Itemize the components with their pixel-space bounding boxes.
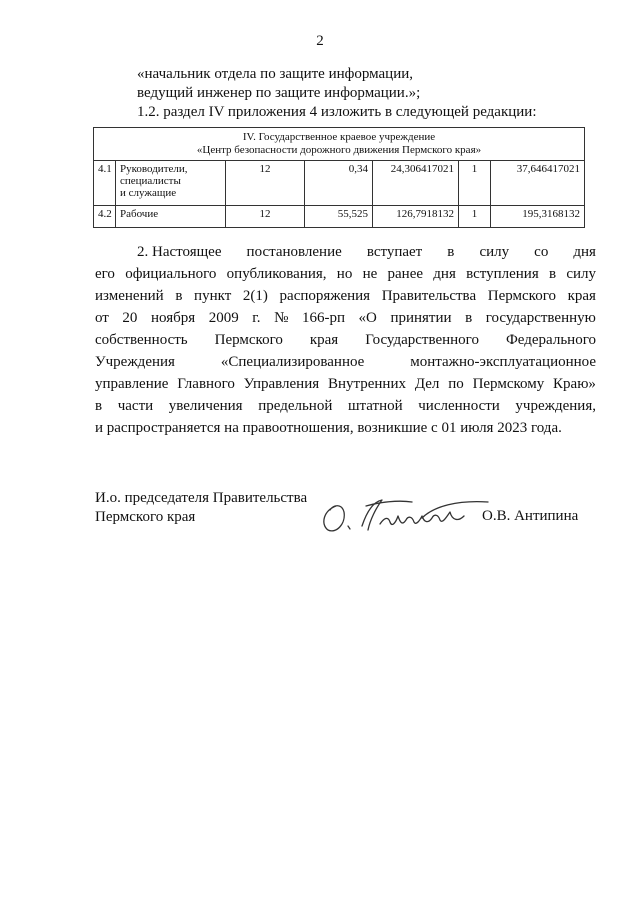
- cell-value: 12: [226, 206, 305, 228]
- cell-value: 24,306417021: [373, 161, 459, 206]
- word: увеличения: [168, 398, 243, 414]
- word: собственность: [95, 332, 188, 348]
- word: штатной: [347, 398, 403, 414]
- word: Дел: [414, 376, 440, 392]
- word: края: [567, 288, 596, 304]
- word: 2009: [208, 310, 239, 326]
- signatory-name: О.В. Антипина: [482, 508, 579, 524]
- word: вступает: [366, 244, 423, 260]
- word: Учреждения: [95, 354, 175, 370]
- word: принятии: [390, 310, 452, 326]
- word: пункт: [194, 288, 232, 304]
- word: государственную: [485, 310, 596, 326]
- paragraph-2-line: [95, 266, 596, 283]
- table-header-line-1: IV. Государственное краевое учреждение: [242, 131, 436, 143]
- word: 2. Настоящее: [137, 244, 222, 260]
- row-number: 4.2: [94, 206, 116, 228]
- word: 20: [122, 310, 138, 326]
- paragraph-2-line-last: и распространяется на правоотношения, возникшие с 01 июля 2023 года.: [95, 420, 562, 436]
- word: в: [465, 310, 473, 326]
- word: управление: [95, 376, 169, 392]
- staff-table: [93, 127, 585, 228]
- handwritten-signature: [318, 492, 498, 536]
- word: силу: [479, 244, 510, 260]
- row-title: Рабочие: [116, 206, 226, 228]
- word: ноября: [150, 310, 196, 326]
- word: в: [175, 288, 183, 304]
- word: со: [534, 244, 549, 260]
- signatory-position-line-2: Пермского края: [95, 509, 196, 525]
- word: части: [117, 398, 154, 414]
- cell-value: 1: [459, 206, 491, 228]
- page-number: 2: [316, 33, 324, 49]
- table-row: [94, 206, 585, 228]
- cell-value: 12: [226, 161, 305, 206]
- word: №: [274, 310, 289, 326]
- word: Краю»: [553, 376, 596, 392]
- word: ранее: [387, 266, 424, 282]
- word: Главного: [177, 376, 235, 392]
- word: изменений: [95, 288, 164, 304]
- word: его: [95, 266, 115, 282]
- word: Пермскому: [472, 376, 545, 392]
- signatory-position-line-1: И.о. председателя Правительства: [95, 490, 308, 506]
- word: Пермского: [214, 332, 283, 348]
- word: но: [336, 266, 353, 282]
- word: предельной: [258, 398, 333, 414]
- row-title-line: специалисты: [120, 175, 181, 187]
- word: 166-рп: [301, 310, 345, 326]
- word: официального: [125, 266, 217, 282]
- paragraph-2-line: [95, 310, 596, 327]
- paragraph-2-line: [95, 398, 596, 415]
- row-title-line: и служащие: [120, 187, 177, 199]
- quote-line-2: ведущий инженер по защите информации.»;: [137, 85, 421, 101]
- word: Федерального: [505, 332, 596, 348]
- table-row: [94, 161, 585, 206]
- paragraph-2-line: [95, 288, 596, 305]
- word: от: [95, 310, 109, 326]
- paragraph-2-line: [95, 376, 596, 393]
- cell-value: 0,34: [305, 161, 373, 206]
- word: численности: [418, 398, 500, 414]
- word: Пермского: [487, 288, 556, 304]
- word: в: [447, 244, 455, 260]
- word: в: [548, 266, 557, 282]
- word: «Специализированное: [220, 354, 365, 370]
- word: не: [362, 266, 378, 282]
- word: распоряжения: [279, 288, 371, 304]
- word: Правительства: [381, 288, 477, 304]
- row-title-line: Руководители,: [120, 163, 188, 175]
- table-header-line-2: «Центр безопасности дорожного движения Пермского края»: [196, 144, 482, 156]
- word: «О: [358, 310, 377, 326]
- word: по: [448, 376, 464, 392]
- table-section-header: [94, 128, 585, 161]
- word: Управления: [243, 376, 320, 392]
- word: г.: [252, 310, 261, 326]
- word: вступления: [466, 266, 539, 282]
- word: в: [95, 398, 103, 414]
- row-title: [116, 161, 226, 206]
- cell-value: 126,7918132: [373, 206, 459, 228]
- word: учреждения,: [515, 398, 596, 414]
- word: края: [309, 332, 339, 348]
- amendment-item-1-2: 1.2. раздел IV приложения 4 изложить в следующей редакции:: [137, 104, 537, 120]
- word: монтажно-эксплуатационное: [410, 354, 596, 370]
- row-number: 4.1: [94, 161, 116, 206]
- cell-value: 195,3168132: [491, 206, 585, 228]
- word: дня: [433, 266, 456, 282]
- word: Государственного: [365, 332, 479, 348]
- word: дня: [573, 244, 596, 260]
- quote-line-1: «начальник отдела по защите информации,: [137, 66, 414, 82]
- cell-value: 55,525: [305, 206, 373, 228]
- word: Внутренних: [327, 376, 406, 392]
- table-header-row: [94, 128, 585, 161]
- cell-value: 1: [459, 161, 491, 206]
- paragraph-2-line: [95, 332, 596, 349]
- cell-value: 37,646417021: [491, 161, 585, 206]
- paragraph-2-line: [137, 244, 596, 261]
- word: 2(1): [242, 288, 268, 304]
- paragraph-2-line: [95, 354, 596, 371]
- word: постановление: [246, 244, 342, 260]
- word: силу: [566, 266, 596, 282]
- word: опубликования,: [226, 266, 327, 282]
